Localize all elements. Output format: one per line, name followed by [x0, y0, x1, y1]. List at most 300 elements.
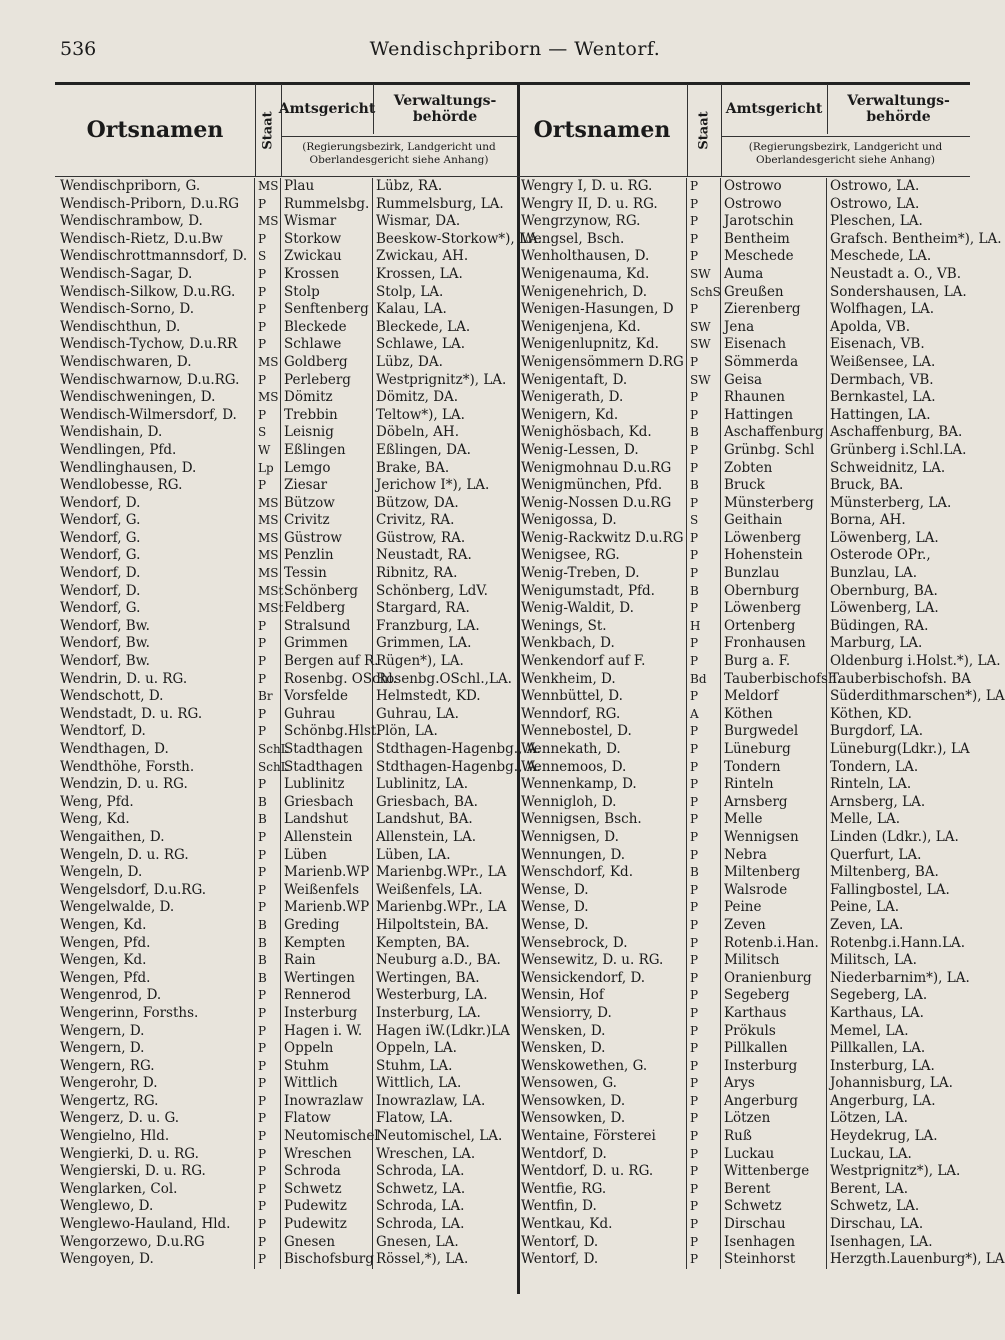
row-amtsgericht: Marienb.WP	[281, 864, 373, 882]
row-ortsname: Wentorf, D.	[521, 1251, 687, 1269]
table-row	[517, 1128, 970, 1146]
row-ortsname: Wenigen-Hasungen, D	[521, 301, 687, 319]
row-verwaltung: Wismar, DA.	[376, 213, 461, 230]
row-amtsgericht: Stralsund	[281, 618, 373, 636]
table-row	[517, 1181, 970, 1199]
row-amtsgericht: Bützow	[281, 495, 373, 513]
table-row	[55, 266, 517, 284]
header-ortsnamen: Ortsnamen	[517, 84, 688, 176]
row-staat: P	[687, 1058, 721, 1076]
row-staat: P	[687, 407, 721, 425]
row-verwaltung: Meschede, LA.	[830, 248, 932, 265]
row-amtsgericht: Köthen	[721, 706, 827, 724]
row-ortsname: Wennigloh, D.	[521, 794, 687, 812]
table-row	[517, 336, 970, 354]
row-amtsgericht: Isenhagen	[721, 1234, 827, 1252]
row-verwaltung: Pleschen, LA.	[830, 213, 923, 230]
row-staat: P	[255, 1023, 281, 1041]
row-verwaltung: Rosenbg.OSchl.,LA.	[376, 670, 512, 687]
row-staat: MS	[255, 389, 281, 407]
row-ortsname: Wendorf, Bw.	[60, 618, 255, 636]
table-row	[517, 178, 970, 196]
table-row	[55, 213, 517, 231]
row-verwaltung: Oldenburg i.Holst.*), LA.	[830, 653, 1001, 670]
table-row	[55, 477, 517, 495]
table-row	[55, 1040, 517, 1058]
row-ortsname: Wenig-Lessen, D.	[521, 442, 687, 460]
row-verwaltung: Zeven, LA.	[830, 916, 904, 933]
row-amtsgericht: Wittenberge	[721, 1163, 827, 1181]
row-verwaltung: Heydekrug, LA.	[830, 1128, 938, 1145]
row-amtsgericht: Tondern	[721, 759, 827, 777]
row-staat: B	[255, 917, 281, 935]
row-amtsgericht: Schönberg	[281, 583, 373, 601]
row-ortsname: Wendisch-Priborn, D.u.RG	[60, 196, 255, 214]
row-staat: MSt	[255, 600, 281, 618]
table-row	[517, 706, 970, 724]
header-staat: Staat	[687, 84, 722, 176]
row-verwaltung: Lublinitz, LA.	[376, 776, 469, 793]
row-staat: P	[687, 987, 721, 1005]
row-verwaltung: Schlawe, LA.	[376, 336, 466, 353]
table-row	[517, 1163, 970, 1181]
table-row	[55, 336, 517, 354]
row-verwaltung: Plön, LA.	[376, 723, 438, 740]
row-staat: P	[687, 847, 721, 865]
table-row	[55, 178, 517, 196]
row-verwaltung: Kalau, LA.	[376, 301, 447, 318]
table-row	[55, 671, 517, 689]
row-verwaltung: Osterode OPr.,	[830, 547, 931, 564]
row-staat: P	[687, 196, 721, 214]
row-staat: P	[687, 899, 721, 917]
row-amtsgericht: Grünbg. Schl	[721, 442, 827, 460]
row-staat: P	[255, 1075, 281, 1093]
table-row	[517, 1234, 970, 1252]
table-row	[517, 899, 970, 917]
row-staat: P	[255, 653, 281, 671]
row-staat: B	[255, 970, 281, 988]
row-ortsname: Wenig-Waldit, D.	[521, 600, 687, 618]
row-staat: P	[255, 1251, 281, 1269]
row-staat: B	[687, 864, 721, 882]
row-amtsgericht: Eßlingen	[281, 442, 373, 460]
row-verwaltung: Angerburg, LA.	[830, 1092, 936, 1109]
row-amtsgericht: Gnesen	[281, 1234, 373, 1252]
row-ortsname: Wensowen, G.	[521, 1075, 687, 1093]
row-amtsgericht: Münsterberg	[721, 495, 827, 513]
table-row	[55, 301, 517, 319]
row-amtsgericht: Wennigsen	[721, 829, 827, 847]
row-staat: P	[255, 477, 281, 495]
row-verwaltung: Guhrau, LA.	[376, 705, 459, 722]
row-ortsname: Wendisch-Silkow, D.u.RG.	[60, 284, 255, 302]
row-verwaltung: Rotenbg.i.Hann.LA.	[830, 934, 966, 951]
row-ortsname: Wengsel, Bsch.	[521, 231, 687, 249]
header-note: (Regierungsbezirk, Landgericht und Oberlandesgericht siehe Anhang)	[281, 136, 517, 174]
table-row	[517, 1058, 970, 1076]
table-row	[517, 1198, 970, 1216]
row-ortsname: Wendischwarnow, D.u.RG.	[60, 372, 255, 390]
row-verwaltung: Pillkallen, LA.	[830, 1040, 926, 1057]
row-amtsgericht: Melle	[721, 811, 827, 829]
table-row	[55, 794, 517, 812]
row-staat: H	[687, 618, 721, 636]
table-row	[517, 1146, 970, 1164]
row-verwaltung: Brake, BA.	[376, 459, 450, 476]
row-staat: P	[687, 389, 721, 407]
row-amtsgericht: Kempten	[281, 935, 373, 953]
table-row	[55, 495, 517, 513]
row-amtsgericht: Wismar	[281, 213, 373, 231]
header-staat: Staat	[255, 84, 282, 176]
table-row	[55, 811, 517, 829]
row-ortsname: Wendischweningen, D.	[60, 389, 255, 407]
row-verwaltung: Wertingen, BA.	[376, 969, 480, 986]
row-verwaltung: Stolp, LA.	[376, 283, 444, 300]
row-ortsname: Wensken, D.	[521, 1023, 687, 1041]
row-verwaltung: Dirschau, LA.	[830, 1216, 924, 1233]
table-row	[517, 635, 970, 653]
left-table	[55, 84, 542, 1294]
row-verwaltung: Münsterberg, LA.	[830, 494, 952, 511]
table-row	[55, 829, 517, 847]
row-ortsname: Wendischwaren, D.	[60, 354, 255, 372]
row-verwaltung: Wolfhagen, LA.	[830, 301, 935, 318]
row-verwaltung: Köthen, KD.	[830, 705, 912, 722]
table-row	[517, 794, 970, 812]
table-row	[517, 829, 970, 847]
row-verwaltung: Löwenberg, LA.	[830, 600, 939, 617]
row-amtsgericht: Schwetz	[721, 1198, 827, 1216]
row-verwaltung: Jerichow I*), LA.	[376, 477, 490, 494]
row-staat: P	[687, 460, 721, 478]
row-verwaltung: Rügen*), LA.	[376, 653, 464, 670]
row-amtsgericht: Greding	[281, 917, 373, 935]
row-amtsgericht: Senftenberg	[281, 301, 373, 319]
row-verwaltung: Inowrazlaw, LA.	[376, 1092, 486, 1109]
row-staat: P	[255, 864, 281, 882]
table-row	[55, 1005, 517, 1023]
row-amtsgericht: Rinteln	[721, 776, 827, 794]
row-staat: MS	[255, 565, 281, 583]
row-verwaltung: Weißenfels, LA.	[376, 881, 483, 898]
table-row	[517, 266, 970, 284]
row-amtsgericht: Bergen auf R.	[281, 653, 373, 671]
row-amtsgericht: Storkow	[281, 231, 373, 249]
table-row	[517, 987, 970, 1005]
row-staat: P	[255, 1216, 281, 1234]
row-ortsname: Wendisch-Wilmersdorf, D.	[60, 407, 255, 425]
row-staat: P	[687, 917, 721, 935]
row-verwaltung: Ribnitz, RA.	[376, 565, 458, 582]
row-staat: P	[255, 1146, 281, 1164]
row-ortsname: Wengierski, D. u. RG.	[60, 1163, 255, 1181]
row-verwaltung: Crivitz, RA.	[376, 512, 455, 529]
row-staat: P	[255, 1093, 281, 1111]
row-amtsgericht: Schönbg.Hlst.	[281, 723, 373, 741]
row-ortsname: Weng, Kd.	[60, 811, 255, 829]
table-row	[517, 688, 1005, 706]
table-row	[517, 196, 970, 214]
table-row	[517, 354, 970, 372]
row-ortsname: Wendlingen, Pfd.	[60, 442, 255, 460]
row-ortsname: Wennebostel, D.	[521, 723, 687, 741]
row-staat: P	[687, 248, 721, 266]
row-amtsgericht: Rotenb.i.Han.	[721, 935, 827, 953]
table-row	[517, 864, 970, 882]
row-ortsname: Wenigmohnau D.u.RG	[521, 460, 687, 478]
table-row	[517, 389, 970, 407]
row-ortsname: Wendstadt, D. u. RG.	[60, 706, 255, 724]
row-amtsgericht: Neutomischel	[281, 1128, 373, 1146]
row-ortsname: Wenigensömmern D.RG	[521, 354, 687, 372]
row-ortsname: Wengrzynow, RG.	[521, 213, 687, 231]
row-amtsgericht: Plau	[281, 178, 373, 196]
row-ortsname: Wenkbach, D.	[521, 635, 687, 653]
table-row	[55, 530, 517, 548]
row-ortsname: Wentfin, D.	[521, 1198, 687, 1216]
row-staat: P	[255, 407, 281, 425]
row-amtsgericht: Tessin	[281, 565, 373, 583]
row-ortsname: Wensken, D.	[521, 1040, 687, 1058]
row-amtsgericht: Pudewitz	[281, 1216, 373, 1234]
row-staat: SW	[687, 336, 721, 354]
row-amtsgericht: Zobten	[721, 460, 827, 478]
row-ortsname: Wendisch-Sorno, D.	[60, 301, 255, 319]
row-staat: P	[255, 987, 281, 1005]
row-staat: P	[687, 1093, 721, 1111]
row-verwaltung: Eßlingen, DA.	[376, 441, 471, 458]
table-row	[55, 1146, 517, 1164]
row-verwaltung: Stdthagen-Hagenbg., A.	[376, 741, 541, 757]
row-verwaltung: Melle, LA.	[830, 811, 901, 828]
row-ortsname: Wentdorf, D.	[521, 1146, 687, 1164]
table-row	[517, 319, 970, 337]
header-verwaltung: Verwaltungs- behörde	[393, 93, 497, 125]
row-ortsname: Wengen, Pfd.	[60, 935, 255, 953]
row-ortsname: Wendorf, G.	[60, 530, 255, 548]
row-verwaltung: Schroda, LA.	[376, 1198, 465, 1215]
table-row	[55, 741, 541, 759]
row-amtsgericht: Rummelsbg.	[281, 196, 373, 214]
right-column-header	[517, 84, 970, 177]
row-amtsgericht: Steinhorst	[721, 1251, 827, 1269]
row-ortsname: Wendorf, Bw.	[60, 653, 255, 671]
row-amtsgericht: Wreschen	[281, 1146, 373, 1164]
row-staat: P	[255, 1234, 281, 1252]
row-ortsname: Wengern, RG.	[60, 1058, 255, 1076]
row-ortsname: Wennemoos, D.	[521, 759, 687, 777]
table-row	[55, 354, 517, 372]
row-ortsname: Wenigentaft, D.	[521, 372, 687, 390]
row-staat: P	[687, 1040, 721, 1058]
row-staat: MS	[255, 178, 281, 196]
row-verwaltung: Döbeln, AH.	[376, 424, 459, 441]
table-row	[55, 1093, 517, 1111]
row-ortsname: Wenskowethen, G.	[521, 1058, 687, 1076]
row-amtsgericht: Ostrowo	[721, 178, 827, 196]
row-amtsgericht: Fronhausen	[721, 635, 827, 653]
table-row	[517, 442, 970, 460]
row-staat: P	[687, 530, 721, 548]
row-staat: P	[255, 372, 281, 390]
row-verwaltung: Neustadt, RA.	[376, 547, 472, 564]
row-verwaltung: Miltenberg, BA.	[830, 864, 939, 881]
table-row	[517, 583, 970, 601]
row-amtsgericht: Eisenach	[721, 336, 827, 354]
left-column-header	[55, 84, 517, 177]
row-verwaltung: Schwetz, LA.	[830, 1198, 920, 1215]
row-verwaltung: Westerburg, LA.	[376, 987, 488, 1004]
row-ortsname: Wenglewo, D.	[60, 1198, 255, 1216]
row-verwaltung: Lüneburg(Ldkr.), LA	[830, 741, 970, 757]
row-ortsname: Wenigenehrich, D.	[521, 284, 687, 302]
row-verwaltung: Insterburg, LA.	[376, 1004, 481, 1021]
row-staat: P	[255, 829, 281, 847]
row-amtsgericht: Hagen i. W.	[281, 1023, 373, 1041]
row-amtsgericht: Schwetz	[281, 1181, 373, 1199]
row-ortsname: Wendisch-Sagar, D.	[60, 266, 255, 284]
table-row	[517, 495, 970, 513]
row-staat: P	[687, 213, 721, 231]
row-ortsname: Wengertz, RG.	[60, 1093, 255, 1111]
row-staat: P	[687, 776, 721, 794]
row-staat: Bd	[687, 671, 721, 689]
table-row	[517, 301, 970, 319]
header-note: (Regierungsbezirk, Landgericht und Oberlandesgericht siehe Anhang)	[721, 136, 970, 174]
row-amtsgericht: Leisnig	[281, 424, 373, 442]
row-verwaltung: Fallingbostel, LA.	[830, 881, 950, 898]
table-row	[517, 477, 970, 495]
row-amtsgericht: Lublinitz	[281, 776, 373, 794]
row-ortsname: Wengry II, D. u. RG.	[521, 196, 687, 214]
row-ortsname: Wengerinn, Forsths.	[60, 1005, 255, 1023]
row-amtsgericht: Lüben	[281, 847, 373, 865]
row-verwaltung: Neutomischel, LA.	[376, 1128, 503, 1145]
row-staat: P	[687, 1110, 721, 1128]
row-staat: P	[255, 635, 281, 653]
right-table	[517, 84, 1005, 1294]
row-ortsname: Wennenkamp, D.	[521, 776, 687, 794]
row-staat: SW	[687, 266, 721, 284]
table-row	[55, 758, 541, 777]
table-row	[55, 987, 517, 1005]
row-staat: P	[255, 706, 281, 724]
row-amtsgericht: Insterburg	[721, 1058, 827, 1076]
row-ortsname: Wenig-Rackwitz D.u.RG	[521, 530, 687, 548]
row-staat: P	[255, 776, 281, 794]
row-verwaltung: Rössel,*), LA.	[376, 1251, 469, 1268]
header-verwaltung: Verwaltungs- behörde	[847, 93, 950, 125]
row-verwaltung: Lötzen, LA.	[830, 1110, 908, 1127]
row-amtsgericht: Meschede	[721, 248, 827, 266]
header-ortsnamen: Ortsnamen	[55, 84, 256, 176]
row-staat: P	[687, 442, 721, 460]
row-verwaltung: Lübz, DA.	[376, 353, 443, 370]
row-staat: P	[687, 935, 721, 953]
row-ortsname: Wendorf, G.	[60, 512, 255, 530]
row-ortsname: Wenschdorf, Kd.	[521, 864, 687, 882]
row-ortsname: Wengeln, D. u. RG.	[60, 847, 255, 865]
row-amtsgericht: Vorsfelde	[281, 688, 373, 706]
table-row	[517, 935, 970, 953]
table-row	[517, 970, 970, 988]
row-amtsgericht: Segeberg	[721, 987, 827, 1005]
row-staat: S	[255, 424, 281, 442]
row-amtsgericht: Goldberg	[281, 354, 373, 372]
row-amtsgericht: Wertingen	[281, 970, 373, 988]
row-ortsname: Wensowken, D.	[521, 1093, 687, 1111]
row-staat: SW	[687, 372, 721, 390]
row-staat: W	[255, 442, 281, 460]
row-ortsname: Wendlinghausen, D.	[60, 460, 255, 478]
row-ortsname: Wendthagen, D.	[60, 741, 255, 759]
row-ortsname: Wengaithen, D.	[60, 829, 255, 847]
row-staat: S	[255, 248, 281, 266]
table-row	[55, 653, 517, 671]
row-ortsname: Wenholthausen, D.	[521, 248, 687, 266]
row-ortsname: Wengern, D.	[60, 1040, 255, 1058]
row-amtsgericht: Walsrode	[721, 882, 827, 900]
row-staat: MS	[255, 495, 281, 513]
row-verwaltung: Oppeln, LA.	[376, 1040, 457, 1057]
row-amtsgericht: Luckau	[721, 1146, 827, 1164]
row-amtsgericht: Grimmen	[281, 635, 373, 653]
row-ortsname: Wenigmünchen, Pfd.	[521, 477, 687, 495]
row-amtsgericht: Landshut	[281, 811, 373, 829]
row-staat: P	[255, 882, 281, 900]
table-row	[55, 970, 517, 988]
row-staat: MS	[255, 213, 281, 231]
row-staat: P	[255, 1058, 281, 1076]
row-staat: Lp	[255, 460, 281, 478]
row-verwaltung: Bleckede, LA.	[376, 318, 471, 335]
table-row	[517, 847, 970, 865]
table-row	[517, 759, 970, 777]
row-staat: B	[687, 424, 721, 442]
row-amtsgericht: Oppeln	[281, 1040, 373, 1058]
row-staat: P	[255, 1040, 281, 1058]
row-staat: P	[255, 1163, 281, 1181]
row-ortsname: Wense, D.	[521, 917, 687, 935]
row-staat: P	[687, 547, 721, 565]
row-staat: B	[255, 811, 281, 829]
row-verwaltung: Rummelsburg, LA.	[376, 195, 504, 212]
row-amtsgericht: Trebbin	[281, 407, 373, 425]
row-amtsgericht: Tauberbischofsh.	[721, 671, 827, 689]
row-verwaltung: Niederbarnim*), LA.	[830, 969, 970, 986]
row-ortsname: Wenigossa, D.	[521, 512, 687, 530]
table-row	[517, 1251, 1005, 1269]
row-staat: P	[687, 723, 721, 741]
row-ortsname: Wengern, D.	[60, 1023, 255, 1041]
table-row	[55, 284, 517, 302]
table-row	[55, 917, 517, 935]
row-amtsgericht: Hattingen	[721, 407, 827, 425]
table-row	[55, 319, 517, 337]
row-amtsgericht: Jena	[721, 319, 827, 337]
table-row	[517, 372, 970, 390]
row-verwaltung: Bützow, DA.	[376, 494, 459, 511]
row-ortsname: Wendschott, D.	[60, 688, 255, 706]
row-amtsgericht: Dirschau	[721, 1216, 827, 1234]
row-staat: P	[687, 829, 721, 847]
table-row	[517, 952, 970, 970]
row-ortsname: Wendischrambow, D.	[60, 213, 255, 231]
row-verwaltung: Löwenberg, LA.	[830, 529, 939, 546]
row-verwaltung: Süderdithmarschen*), LA	[830, 688, 1005, 705]
